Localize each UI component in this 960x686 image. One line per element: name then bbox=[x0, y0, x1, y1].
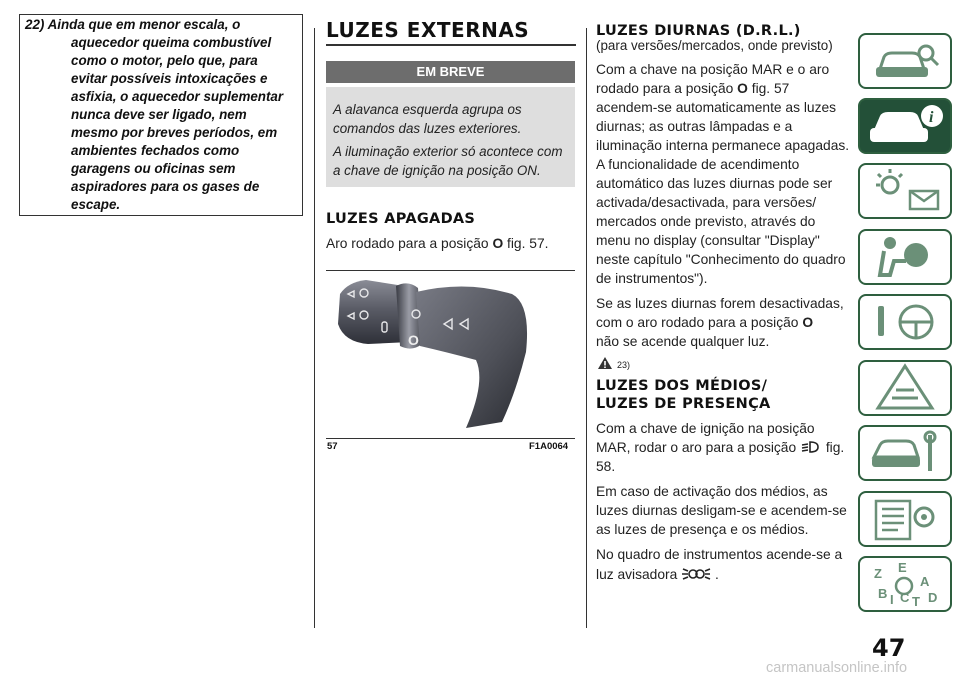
svg-text:E: E bbox=[898, 560, 907, 575]
drl-text: Com a chave na posição MAR e o aro bbox=[596, 62, 830, 77]
sidebar-tab-starting-driving[interactable] bbox=[858, 294, 952, 350]
low-beam-text: No quadro de instrumentos acende-se a bbox=[596, 547, 843, 562]
drl-text: A funcionalidade de acendimento bbox=[596, 157, 800, 172]
drl-text: neste capítulo "Conhecimento do quadro bbox=[596, 252, 846, 267]
low-beam-text-part: luz avisadora bbox=[596, 567, 678, 582]
figure-bottom-rule bbox=[326, 438, 575, 439]
light-stalk-illustration bbox=[326, 272, 575, 436]
lights-off-title: LUZES APAGADAS bbox=[326, 211, 476, 227]
emergency-triangle-icon bbox=[860, 362, 950, 414]
sidebar-tab-technical-data[interactable] bbox=[858, 491, 952, 547]
low-beam-text bbox=[596, 440, 844, 455]
figure-code: F1A0064 bbox=[529, 441, 569, 452]
low-beam-text: luzes diurnas desligam-se e acendem-se bbox=[596, 503, 847, 518]
figure-top-rule bbox=[326, 270, 575, 271]
svg-text:D: D bbox=[928, 590, 938, 605]
brief-text: A iluminação exterior só acontece com bbox=[333, 144, 563, 159]
warning-light-icon bbox=[860, 165, 950, 217]
low-beam-text: 58. bbox=[596, 459, 616, 474]
car-wrench-icon bbox=[860, 427, 950, 479]
sidebar-tab-safety[interactable] bbox=[858, 229, 952, 285]
sidebar-tab-maintenance[interactable] bbox=[858, 425, 952, 481]
low-beam-text: Em caso de activação dos médios, as bbox=[596, 484, 828, 499]
drl-text-part: rodado para a posição bbox=[596, 81, 734, 96]
warning-box bbox=[19, 14, 303, 216]
drl-text: não se acende qualquer luz. bbox=[596, 334, 770, 349]
brief-text: a chave de ignição na posição ON. bbox=[333, 163, 541, 178]
drl-text: activada/desactivada, para versões/ bbox=[596, 195, 817, 210]
low-beam-symbol-icon bbox=[800, 440, 822, 454]
airbag-seat-icon bbox=[860, 231, 950, 283]
drl-text: de instrumentos"). bbox=[596, 271, 708, 286]
drl-text: menu no display (consultar "Display" bbox=[596, 233, 820, 248]
warning-line: nunca deve ser ligado, nem bbox=[71, 107, 247, 122]
svg-text:I: I bbox=[890, 592, 894, 607]
sidebar-tab-knowing-car[interactable] bbox=[858, 33, 952, 89]
note-reference: 23) bbox=[617, 360, 631, 370]
brief-text: A alavanca esquerda agrupa os bbox=[333, 102, 522, 117]
svg-text:i: i bbox=[929, 109, 934, 126]
position-o-symbol: O bbox=[492, 236, 504, 251]
sidebar-tab-car-info[interactable] bbox=[858, 98, 952, 154]
drl-text: mercados onde previsto, através do bbox=[596, 214, 816, 229]
position-o-symbol: O bbox=[802, 315, 814, 330]
drl-title: LUZES DIURNAS (D.R.L.) bbox=[596, 23, 801, 39]
drl-text: iluminação interna permanece apagadas. bbox=[596, 138, 850, 153]
steering-wheel-icon bbox=[860, 296, 950, 348]
low-beam-title-2: LUZES DE PRESENÇA bbox=[596, 396, 771, 412]
column-divider-1 bbox=[314, 28, 315, 628]
warning-line: garagens ou oficinas sem bbox=[71, 161, 236, 176]
warning-line: aquecedor queima combustível bbox=[71, 35, 272, 50]
low-beam-text: Com a chave de ignição na posição bbox=[596, 421, 815, 436]
svg-text:O: O bbox=[408, 332, 419, 348]
brief-box bbox=[326, 87, 575, 187]
car-info-icon bbox=[860, 100, 950, 152]
lights-off-text-before: Aro rodado para a posição bbox=[326, 236, 489, 251]
sidebar-tab-index[interactable] bbox=[858, 556, 952, 612]
warning-line: como o motor, pelo que, para bbox=[71, 53, 258, 68]
drl-text: Se as luzes diurnas forem desactivadas, bbox=[596, 296, 844, 311]
sidebar-tab-emergency[interactable] bbox=[858, 360, 952, 416]
svg-text:C: C bbox=[900, 590, 910, 605]
svg-text:T: T bbox=[912, 594, 920, 609]
position-o-symbol: O bbox=[737, 81, 748, 96]
low-beam-text-part: . bbox=[714, 567, 719, 582]
low-beam-text: as luzes de presença e os médios. bbox=[596, 522, 809, 537]
warning-line: mesmo por breves períodos, em bbox=[71, 125, 278, 140]
drl-text: diurnas; as outras lâmpadas e a bbox=[596, 119, 793, 134]
figure-number: 57 bbox=[327, 441, 338, 452]
warning-line: ambientes fechados como bbox=[71, 143, 240, 158]
page-number: 47 bbox=[872, 634, 906, 662]
low-beam-text-part: MAR, rodar o aro para a posição bbox=[596, 440, 797, 455]
low-beam-text bbox=[596, 566, 719, 582]
column-divider-2 bbox=[586, 28, 587, 628]
car-search-icon bbox=[860, 35, 950, 87]
brief-header bbox=[326, 61, 575, 83]
warning-line: escape. bbox=[71, 197, 121, 212]
warning-triangle-icon bbox=[597, 356, 613, 370]
lights-off-text bbox=[326, 236, 548, 251]
drl-text-part: com o aro rodado para a posição bbox=[596, 315, 799, 330]
low-beam-title-1: LUZES DOS MÉDIOS/ bbox=[596, 378, 768, 394]
drl-text bbox=[596, 81, 789, 96]
warning-line: 22) Ainda que em menor escala, o bbox=[25, 17, 241, 32]
watermark: carmanualsonline.info bbox=[766, 660, 908, 676]
brief-text: comandos das luzes exteriores. bbox=[333, 121, 522, 136]
svg-text:Z: Z bbox=[874, 566, 882, 581]
position-lights-warning-icon bbox=[681, 566, 711, 582]
warning-line: asfixia, o aquecedor suplementar bbox=[71, 89, 284, 104]
drl-text bbox=[596, 315, 813, 330]
warning-line: evitar possíveis intoxicações e bbox=[71, 71, 268, 86]
list-gear-icon bbox=[860, 493, 950, 545]
brief-title: EM BREVE bbox=[416, 64, 485, 79]
alphabet-index-icon bbox=[860, 558, 950, 610]
drl-subtitle: (para versões/mercados, onde previsto) bbox=[596, 38, 833, 53]
drl-text: acendem-se automaticamente as luzes bbox=[596, 100, 837, 115]
lights-off-text-after: fig. 57. bbox=[507, 236, 549, 251]
title-underline bbox=[326, 44, 576, 46]
svg-text:B: B bbox=[878, 586, 888, 601]
svg-text:A: A bbox=[920, 574, 930, 589]
drl-text: automático das luzes diurnas pode ser bbox=[596, 176, 833, 191]
warning-line: aspiradores para os gases de bbox=[71, 179, 260, 194]
low-beam-text-part: fig. bbox=[825, 440, 845, 455]
drl-text-part: fig. 57 bbox=[751, 81, 790, 96]
sidebar-tab-warning-lights[interactable] bbox=[858, 163, 952, 219]
section-title: LUZES EXTERNAS bbox=[326, 18, 530, 42]
